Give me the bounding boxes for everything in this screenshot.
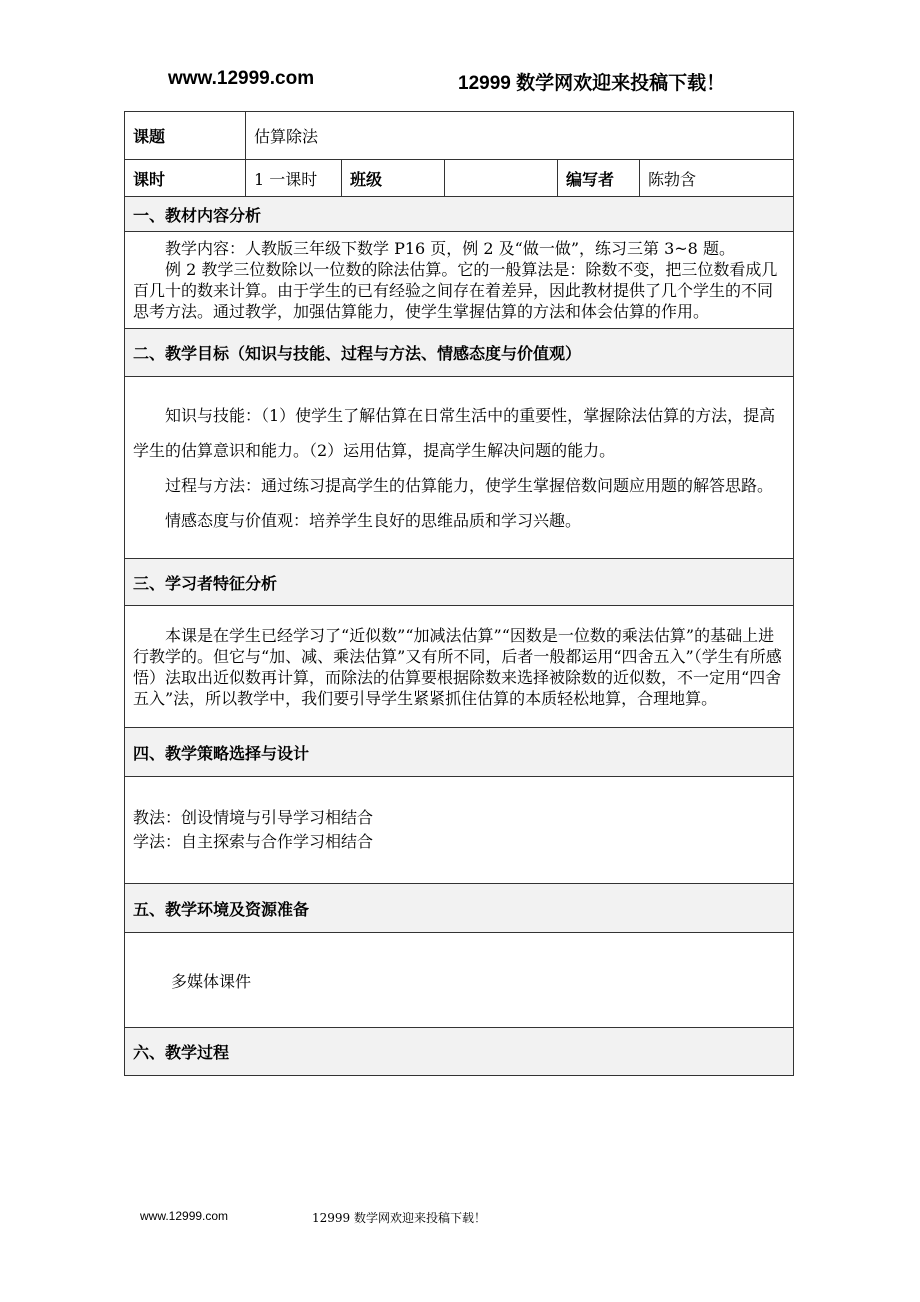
author-value: 陈勃含	[640, 160, 794, 197]
goal-paragraph: 知识与技能：（1）使学生了解估算在日常生活中的重要性，掌握除法估算的方法，提高学生的估算意识和能力。（2）运用估算，提高学生解决问题的能力。	[133, 405, 776, 460]
section-3-paragraph: 本课是在学生已经学习了“近似数”“加减法估算”“因数是一位数的乘法估算”的基础上进行教学的。但它与“加、减、乘法估算”又有所不同，后者一般都运用“四舍五入”（学生有所感悟）法取出近似数再计算，而除法的估算要根据除数来选择被除数的近似数，不一定用“四舍五入”法，所以教学中，我们要引导学生紧紧抓住估算的本质轻松地算，合理地算。	[133, 625, 782, 708]
topic-value: 估算除法	[246, 112, 794, 160]
info-row	[125, 160, 794, 197]
section-2-title: 二、教学目标（知识与技能、过程与方法、情感态度与价值观）	[125, 329, 794, 377]
header-slogan: 12999 数学网欢迎来投稿下载！	[458, 73, 726, 94]
period-value: 1 一课时	[246, 160, 342, 197]
section-2-body	[125, 377, 794, 559]
class-label: 班级	[342, 160, 445, 197]
topic-label: 课题	[125, 112, 246, 160]
section-5-body	[125, 933, 794, 1028]
section-1-header	[125, 197, 794, 232]
section-5-header	[125, 884, 794, 933]
class-value	[445, 160, 558, 197]
learning-method: 学法：自主探索与合作学习相结合	[133, 832, 374, 851]
topic-row	[125, 112, 794, 160]
section-5-title: 五、教学环境及资源准备	[125, 884, 794, 933]
section-4-body	[125, 777, 794, 884]
section-1-body	[125, 232, 794, 329]
section-1-content	[125, 232, 794, 329]
section-3-body	[125, 606, 794, 728]
section-1-title: 一、教材内容分析	[125, 197, 794, 232]
goal-paragraph: 过程与方法：通过练习提高学生的估算能力，使学生掌握倍数问题应用题的解答思路。	[165, 475, 774, 495]
author-label: 编写者	[558, 160, 640, 197]
header-site: www.12999.com	[168, 68, 315, 89]
section-1-paragraph: 例 2 教学三位数除以一位数的除法估算。它的一般算法是：除数不变，把三位数看成几百几十的数来计算。由于学生的已有经验之间存在着差异，因此教材提供了几个学生的不同思考方法。通过教学，加强估算能力，使学生掌握估算的方法和体会估算的作用。	[133, 260, 778, 321]
period-label: 课时	[125, 160, 246, 197]
section-6-title: 六、教学过程	[125, 1028, 794, 1076]
section-3-title: 三、学习者特征分析	[125, 559, 794, 606]
section-4-title: 四、教学策略选择与设计	[125, 728, 794, 777]
section-5-content: 多媒体课件	[125, 933, 794, 1028]
teaching-method: 教法：创设情境与引导学习相结合	[133, 808, 374, 827]
section-3-content	[125, 606, 794, 728]
footer-slogan: 12999 数学网欢迎来投稿下载！	[312, 1211, 486, 1225]
section-4-header	[125, 728, 794, 777]
section-4-content	[125, 777, 794, 884]
section-3-header	[125, 559, 794, 606]
section-2-content	[125, 377, 794, 559]
section-2-header	[125, 329, 794, 377]
footer-site: www.12999.com	[140, 1209, 229, 1223]
lesson-plan-table	[124, 111, 794, 1076]
section-6-header	[125, 1028, 794, 1076]
section-1-paragraph: 教学内容：人教版三年级下数学 P16 页，例 2 及“做一做”，练习三第 3~8 题。	[165, 239, 735, 258]
goal-paragraph: 情感态度与价值观：培养学生良好的思维品质和学习兴趣。	[165, 510, 582, 530]
